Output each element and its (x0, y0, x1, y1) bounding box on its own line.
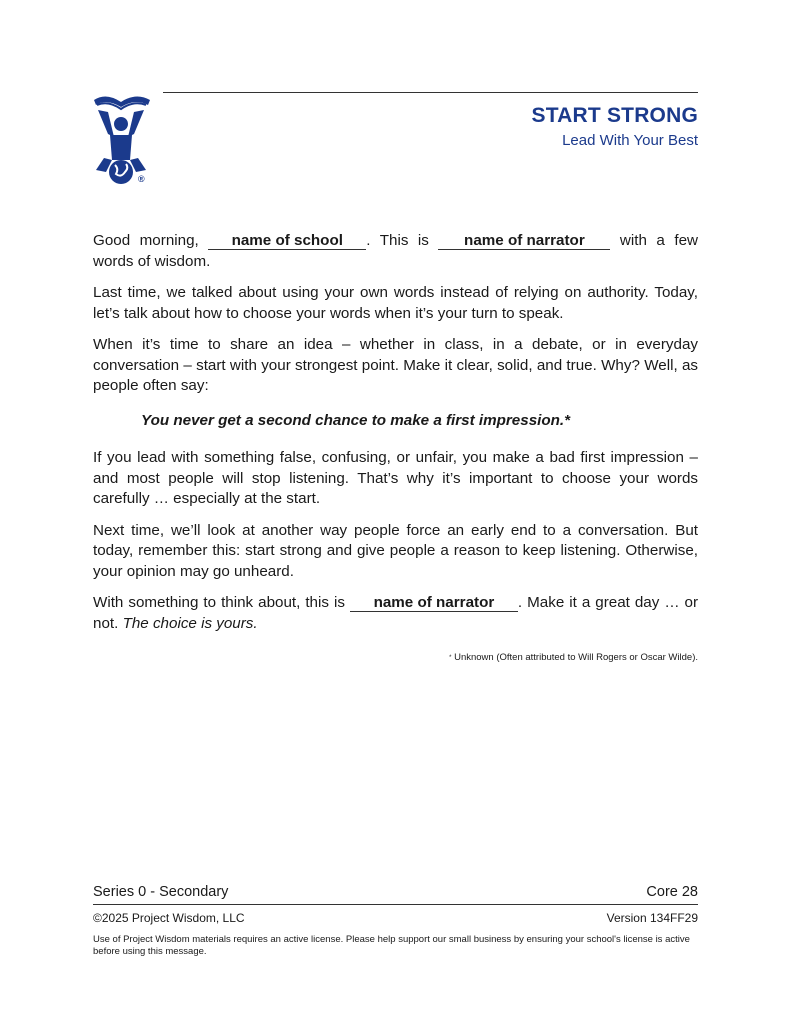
paragraph-3: When it’s time to share an idea – whether in class, in a debate, or in everyday conversation – start with your strongest point. Make it clear, solid, and true. Why? Well, as people often say: (93, 336, 698, 394)
paragraph-greeting (93, 231, 698, 272)
page-title: START STRONG (531, 104, 698, 127)
text: . Make it a great day … or not. (93, 594, 699, 632)
text: with a few words of wisdom. (93, 232, 698, 270)
paragraph-4: If you lead with something false, confusing, or unfair, you make a bad first impression – and most people will stop listening. That’s why it’s important to choose your words carefully … especially at the start. (93, 449, 698, 507)
version: Version 134FF29 (606, 911, 698, 925)
copyright-row (93, 911, 698, 925)
header-rule (163, 92, 698, 93)
closing-italic: The choice is yours. (122, 614, 258, 632)
registered-mark: ® (138, 174, 145, 184)
text: With something to think about, this is (93, 594, 350, 611)
footnote-text: Unknown (Often attributed to Will Rogers or Oscar Wilde). (454, 652, 698, 663)
footnote-mark: * (449, 655, 452, 661)
footer-rule (93, 904, 698, 905)
text: . This is (366, 232, 439, 249)
core-label: Core 28 (646, 884, 698, 900)
paragraph-2: Last time, we talked about using your own words instead of relying on authority. Today, let’s talk about how to choose your words when it’s your turn to speak. (93, 284, 698, 322)
paragraph-closing (93, 593, 698, 634)
quote: You never get a second chance to make a first impression.* (141, 411, 571, 429)
title-block (531, 104, 698, 149)
copyright: ©2025 Project Wisdom, LLC (93, 911, 245, 925)
narrator-name-blank: name of narrator (438, 232, 610, 250)
school-name-blank: name of school (208, 232, 366, 250)
narrator-name-blank: name of narrator (350, 594, 518, 612)
page-subtitle: Lead With Your Best (562, 132, 698, 149)
license-notice: Use of Project Wisdom materials requires an active license. Please help support our small business by ensuring your school's license is active before using this message. (93, 934, 690, 957)
footnote (93, 648, 698, 669)
text: Good morning, (93, 232, 209, 249)
paragraph-5: Next time, we’ll look at another way people force an early end to a conversation. But today, remember this: start strong and give people a reason to keep listening. Otherwise, your opinion may go unheard. (93, 521, 698, 580)
message-body (93, 231, 698, 669)
series-label: Series 0 - Secondary (93, 884, 229, 900)
series-row (93, 884, 698, 900)
project-wisdom-logo (88, 92, 156, 192)
